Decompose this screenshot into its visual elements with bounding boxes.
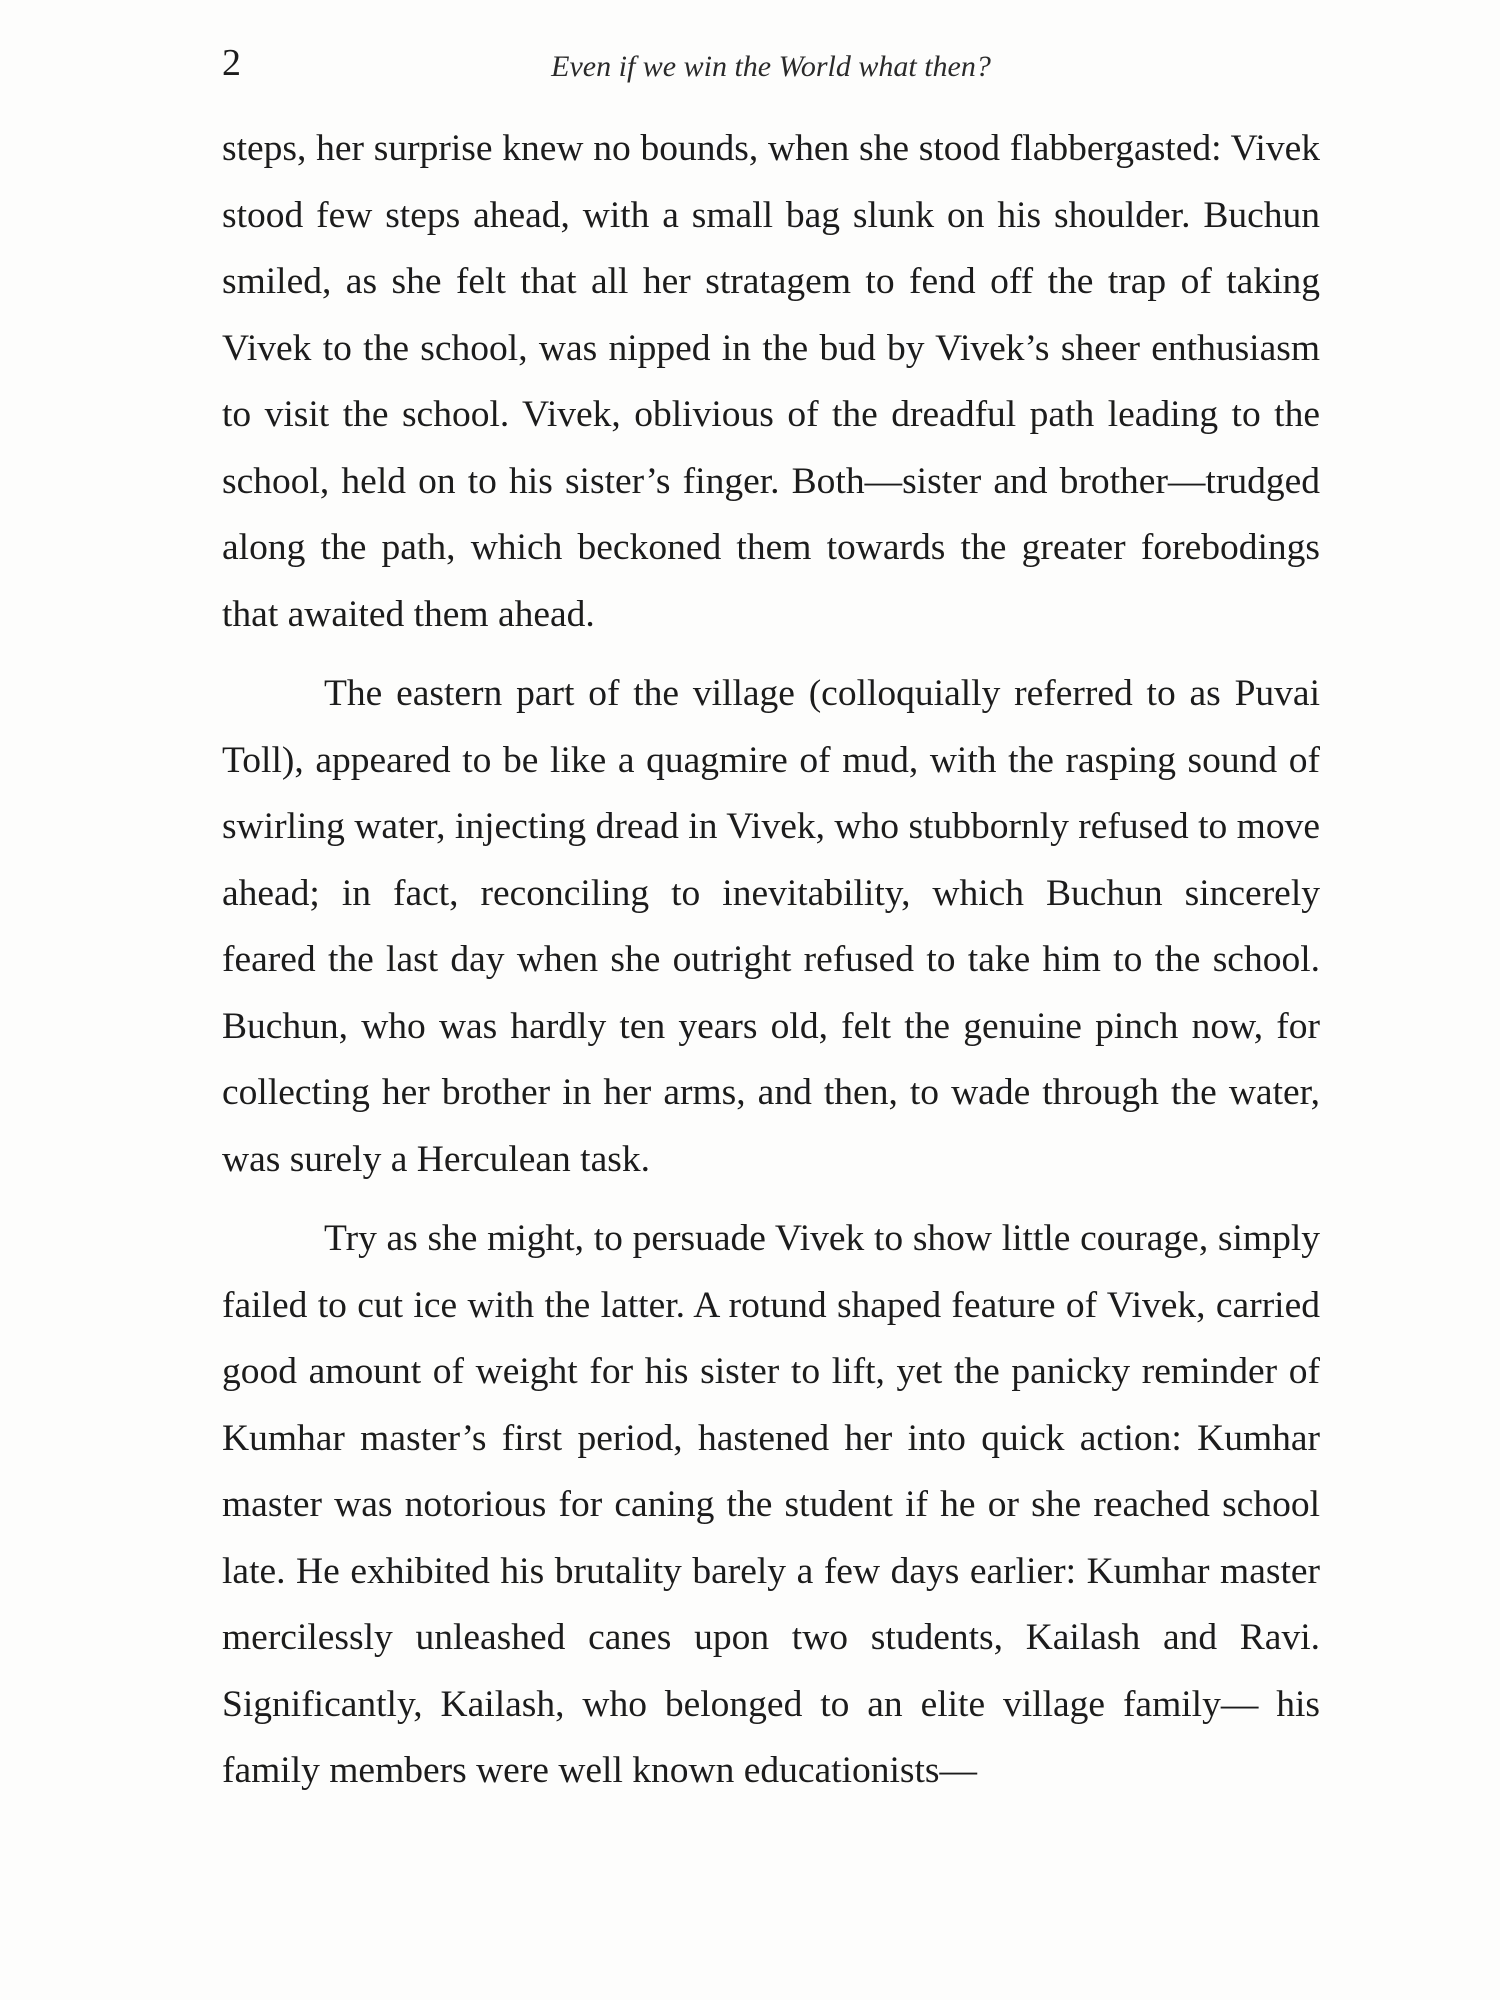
- paragraph: Try as she might, to persuade Vivek to show little courage, simply failed to cut ice with the latter. A rotund shaped feature of Vivek, carried good amount of weight for his sister to lift, yet the panicky reminder of Kumhar master’s first period, hastened her into quick action: Kumhar master was notorious for caning the student if he or she reached school late. He exhibited his brutality barely a few days earlier: Kumhar master mercilessly unleashed canes upon two students, Kailash and Ravi. Significantly, Kailash, who belonged to an elite village family— his family members were well known educationists—: [222, 1218, 1320, 1791]
- running-title: Even if we win the World what then?: [551, 50, 991, 83]
- page-number: 2: [222, 42, 241, 84]
- paragraph-continued: steps, her surprise knew no bounds, when she stood flabbergasted: Vivek stood few steps ahead, with a small bag slunk on his shoulder. Buchun smiled, as she felt that all her stratagem to fend off the trap of taking Vivek to the school, was nipped in the bud by Vivek’s sheer enthusiasm to visit the school. Vivek, oblivious of the dreadful path leading to the school, held on to his sister’s finger. Both—sister and brother—trudged along the path, which beckoned them towards the greater forebodings that awaited them ahead.: [222, 128, 1320, 635]
- paragraph: The eastern part of the village (colloquially referred to as Puvai Toll), appeared to be like a quagmire of mud, with the rasping sound of swirling water, injecting dread in Vivek, who stubbornly refused to move ahead; in fact, reconciling to inevitability, which Buchun sincerely feared the last day when she outright refused to take him to the school. Buchun, who was hardly ten years old, felt the genuine pinch now, for collecting her brother in her arms, and then, to wade through the water, was surely a Herculean task.: [222, 673, 1320, 1180]
- page-body: [222, 116, 1320, 1805]
- page-header: [222, 38, 1320, 88]
